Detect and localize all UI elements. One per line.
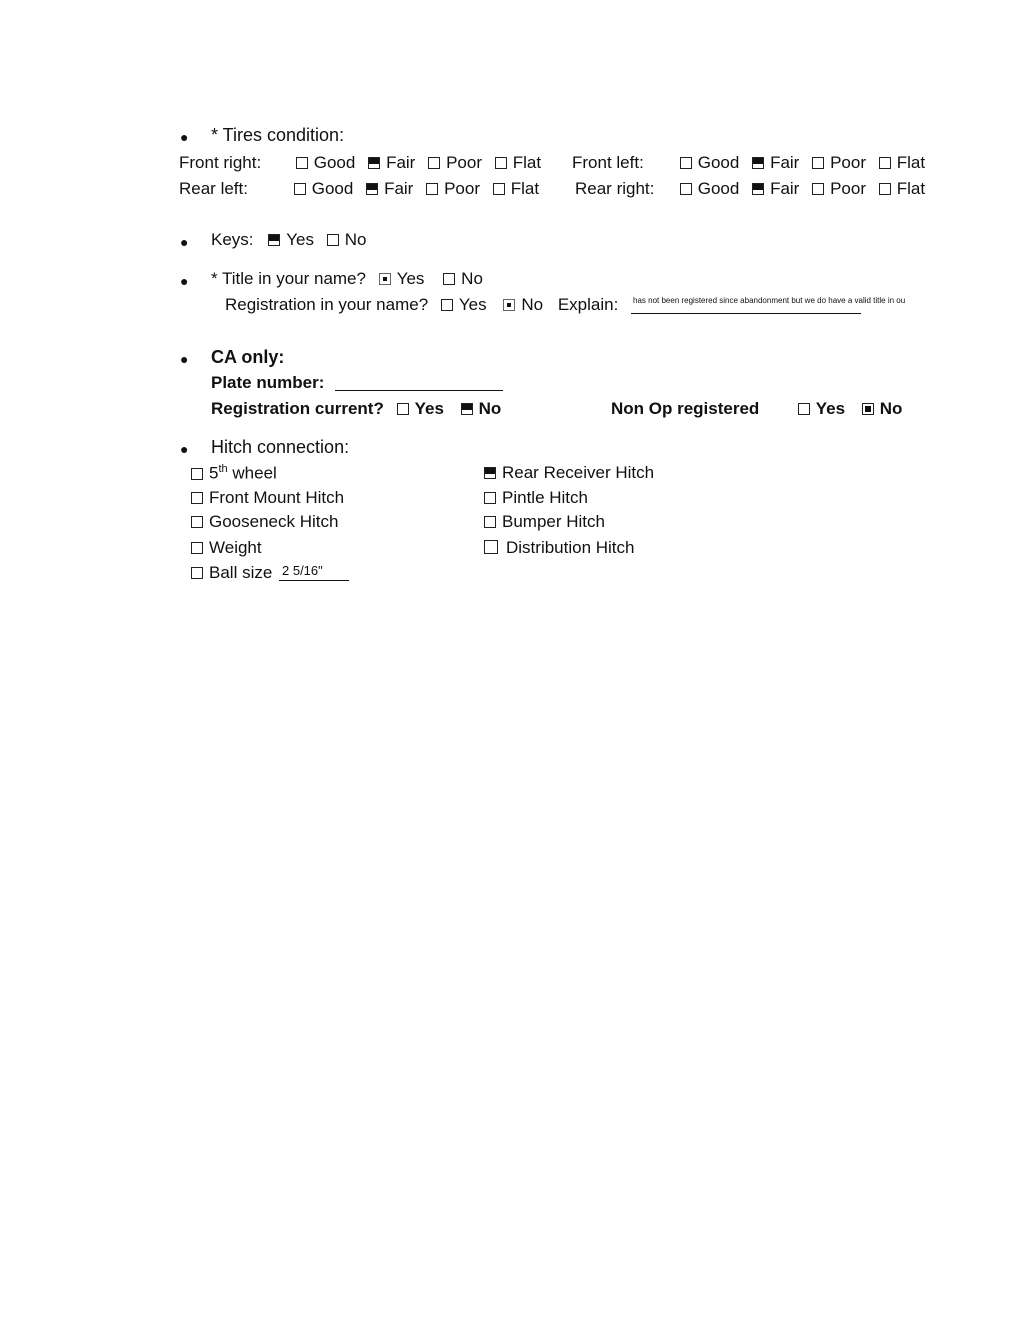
bullet: ● <box>180 129 189 145</box>
registration-current-yes-option[interactable]: Yes <box>397 400 444 417</box>
checkbox-icon <box>191 492 203 504</box>
checkbox-icon <box>191 542 203 554</box>
tire-row-front-left <box>572 154 933 171</box>
checkbox-icon <box>680 183 692 195</box>
checkbox-checked-icon <box>368 157 380 169</box>
option-fair[interactable]: Fair <box>752 180 799 197</box>
checkbox-icon <box>428 157 440 169</box>
ball-size-value: 2 5/16" <box>282 563 323 578</box>
registration-yes-option[interactable]: Yes <box>441 296 487 313</box>
checkbox-icon <box>812 183 824 195</box>
hitch-rear-receiver[interactable]: Rear Receiver Hitch <box>484 464 654 481</box>
hitch-gooseneck[interactable]: Gooseneck Hitch <box>191 513 338 530</box>
tire-label: Rear right: <box>575 179 655 198</box>
keys-no-option[interactable]: No <box>327 231 367 248</box>
option-poor[interactable]: Poor <box>812 180 866 197</box>
hitch-fifth-wheel[interactable]: 5th wheel <box>191 464 277 482</box>
tire-label: Front left: <box>572 153 644 172</box>
checkbox-checked-icon <box>503 299 515 311</box>
hitch-distribution[interactable]: Distribution Hitch <box>484 539 635 556</box>
hitch-front-mount[interactable]: Front Mount Hitch <box>191 489 344 506</box>
checkbox-icon <box>798 403 810 415</box>
checkbox-checked-icon <box>752 157 764 169</box>
option-flat[interactable]: Flat <box>493 180 539 197</box>
checkbox-icon <box>426 183 438 195</box>
hitch-bumper[interactable]: Bumper Hitch <box>484 513 605 530</box>
checkbox-icon <box>484 516 496 528</box>
checkbox-icon <box>191 516 203 528</box>
explain-value: has not been registered since abandonment but we do have a valid title in ou <box>633 296 906 305</box>
non-op-label: Non Op registered <box>611 399 760 418</box>
checkbox-icon <box>296 157 308 169</box>
title-no-option[interactable]: No <box>443 270 483 287</box>
option-good[interactable]: Good <box>296 154 356 171</box>
option-flat[interactable]: Flat <box>495 154 541 171</box>
checkbox-icon <box>484 492 496 504</box>
non-op-no-option[interactable]: No <box>862 400 903 417</box>
bullet: ● <box>180 441 189 457</box>
option-good[interactable]: Good <box>680 180 740 197</box>
keys-label: Keys: <box>211 230 254 249</box>
checkbox-checked-icon <box>752 183 764 195</box>
checkbox-icon <box>493 183 505 195</box>
option-flat[interactable]: Flat <box>879 154 925 171</box>
checkbox-icon <box>879 157 891 169</box>
bullet: ● <box>180 234 189 250</box>
explain-field[interactable] <box>631 296 906 314</box>
checkbox-icon <box>294 183 306 195</box>
registration-row <box>225 296 618 313</box>
keys-row <box>211 231 374 248</box>
checkbox-checked-icon <box>379 273 391 285</box>
checkbox-icon <box>327 234 339 246</box>
tire-label: Front right: <box>179 153 262 172</box>
tires-heading: * Tires condition: <box>211 125 345 145</box>
option-fair[interactable]: Fair <box>366 180 413 197</box>
checkbox-icon <box>191 567 203 579</box>
bullet: ● <box>180 351 189 367</box>
non-op-yes-option[interactable]: Yes <box>798 400 845 417</box>
title-row <box>211 270 491 287</box>
tire-row-rear-right <box>575 180 933 197</box>
registration-label: Registration in your name? <box>225 295 429 314</box>
tire-row-front-right <box>179 154 549 171</box>
checkbox-checked-icon <box>366 183 378 195</box>
hitch-weight[interactable]: Weight <box>191 539 262 556</box>
option-poor[interactable]: Poor <box>426 180 480 197</box>
tire-row-rear-left <box>179 180 547 197</box>
plate-row <box>211 374 324 391</box>
explain-label: Explain: <box>557 295 619 314</box>
registration-current-no-option[interactable]: No <box>461 400 502 417</box>
checkbox-icon <box>812 157 824 169</box>
checkbox-icon <box>879 183 891 195</box>
option-fair[interactable]: Fair <box>368 154 415 171</box>
ca-heading: CA only: <box>211 347 285 367</box>
plate-number-field[interactable] <box>335 374 503 391</box>
option-fair[interactable]: Fair <box>752 154 799 171</box>
keys-yes-option[interactable]: Yes <box>268 231 314 248</box>
option-poor[interactable]: Poor <box>812 154 866 171</box>
checkbox-icon <box>680 157 692 169</box>
title-label: * Title in your name? <box>211 269 366 288</box>
option-good[interactable]: Good <box>680 154 740 171</box>
checkbox-icon <box>191 468 203 480</box>
hitch-pintle[interactable]: Pintle Hitch <box>484 489 588 506</box>
checkbox-checked-icon <box>268 234 280 246</box>
tire-label: Rear left: <box>179 179 248 198</box>
ball-size-field[interactable] <box>279 563 349 581</box>
option-poor[interactable]: Poor <box>428 154 482 171</box>
checkbox-icon <box>441 299 453 311</box>
checkbox-checked-icon <box>484 467 496 479</box>
title-yes-option[interactable]: Yes <box>379 270 425 287</box>
registration-current-row <box>211 400 509 417</box>
plate-label: Plate number: <box>211 373 325 392</box>
checkbox-icon <box>397 403 409 415</box>
bullet: ● <box>180 273 189 289</box>
ball-size-label: Ball size <box>209 563 273 582</box>
hitch-heading: Hitch connection: <box>211 437 350 457</box>
checkbox-icon <box>484 540 498 554</box>
non-op-row <box>611 400 910 417</box>
checkbox-icon <box>443 273 455 285</box>
checkbox-checked-icon <box>461 403 473 415</box>
registration-no-option[interactable]: No <box>503 296 543 313</box>
checkbox-checked-icon <box>862 403 874 415</box>
checkbox-icon <box>495 157 507 169</box>
option-good[interactable]: Good <box>294 180 354 197</box>
registration-current-label: Registration current? <box>211 399 384 418</box>
option-flat[interactable]: Flat <box>879 180 925 197</box>
hitch-ball-size[interactable] <box>191 564 272 581</box>
